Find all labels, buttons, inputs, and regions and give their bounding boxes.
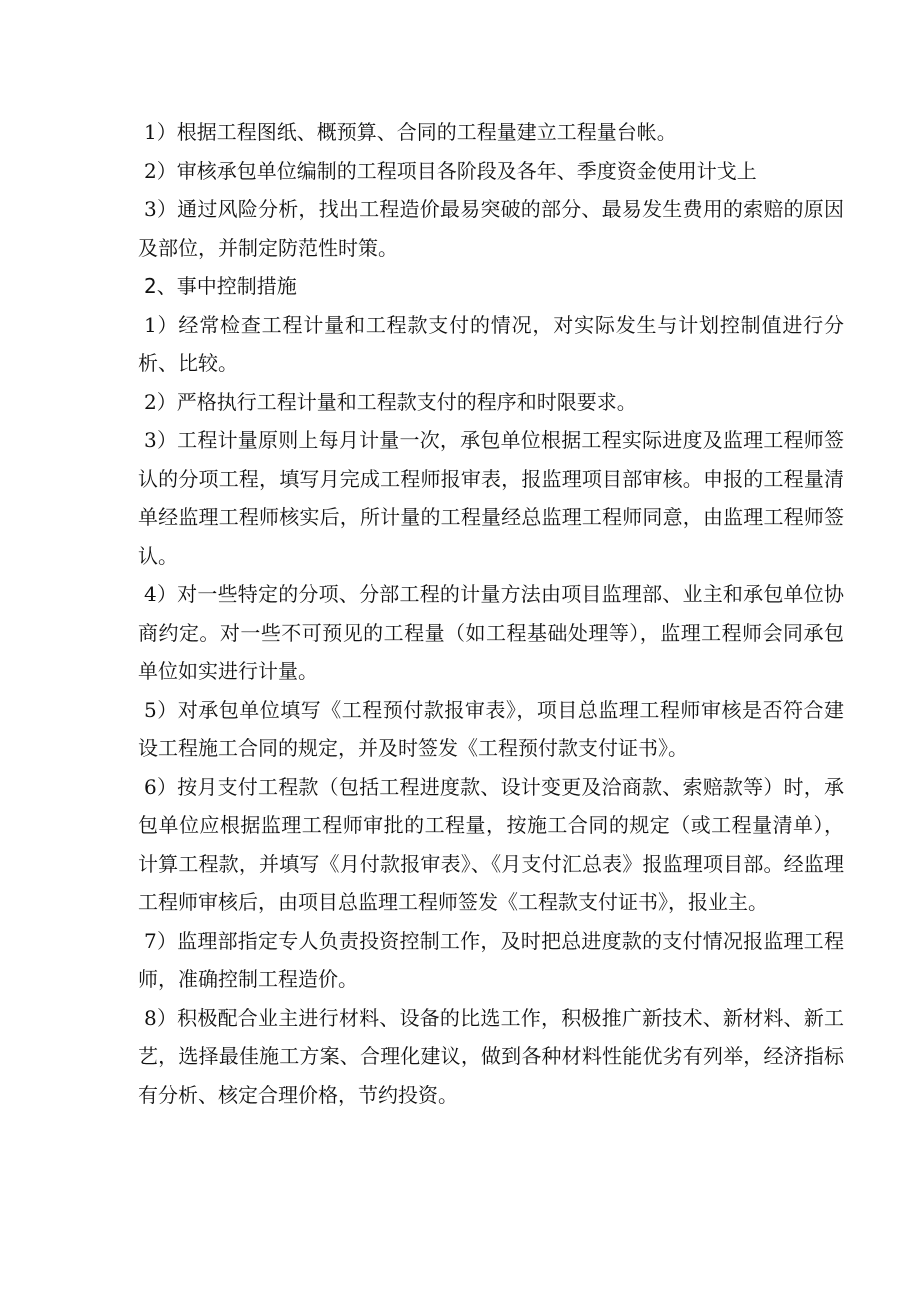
pre-item-1: 1）根据工程图纸、概预算、合同的工程量建立工程量台帐。: [144, 120, 677, 144]
section-heading: 2、事中控制措施: [144, 274, 297, 298]
item-5: 5）对承包单位填写《工程预付款报审表》，项目总监理工程师审核是否符合建设工程施工合同的规定，并及时签发《工程预付款支付证书》。: [138, 697, 844, 760]
pre-item-3: 3）通过风险分析，找出工程造价最易突破的部分、最易发生费用的索赔的原因及部位，并制定防范性时策。: [138, 197, 844, 260]
pre-item-2: 2）审核承包单位编制的工程项目各阶段及各年、季度资金使用计戈上: [144, 158, 757, 183]
item-4: 4）对一些特定的分项、分部工程的计量方法由项目监理部、业主和承包单位协商约定。对一些不可预见的工程量（如工程基础处理等），监理工程师会同承包单位如实进行计量。: [138, 582, 844, 683]
item-8: 8）积极配合业主进行材料、设备的比选工作，积极推广新技术、新材料、新工艺，选择最佳施工方案、合理化建议，做到各种材料性能优劣有列举，经济指标有分析、核定合理价格，节约投资。: [138, 1005, 844, 1107]
document-body: [138, 113, 844, 1114]
item-1: 1）经常检查工程计量和工程款支付的情况，对实际发生与计划控制值进行分析、比较。: [138, 312, 844, 375]
item-2: 2）严格执行工程计量和工程款支付的程序和时限要求。: [144, 389, 637, 414]
item-6: 6）按月支付工程款（包括工程进度款、设计变更及洽商款、索赔款等）时，承包单位应根据监理工程师审批的工程量，按施工合同的规定（或工程量清单），计算工程款，并填写《月付款报审表》、《月支付汇总表》报监理项目部。经监理工程师审核后，由项目总监理工程师签发《工程款支付证书》，报业主。: [138, 774, 844, 914]
item-3: 3）工程计量原则上每月计量一次，承包单位根据工程实际进度及监理工程师签认的分项工程，填写月完成工程师报审表，报监理项目部审核。申报的工程量清单经监理工程师核实后，所计量的工程量经总监理工程师同意，由监理工程师签认。: [138, 428, 844, 568]
item-7: 7）监理部指定专人负责投资控制工作，及时把总进度款的支付情况报监理工程师，准确控制工程造价。: [138, 928, 844, 991]
